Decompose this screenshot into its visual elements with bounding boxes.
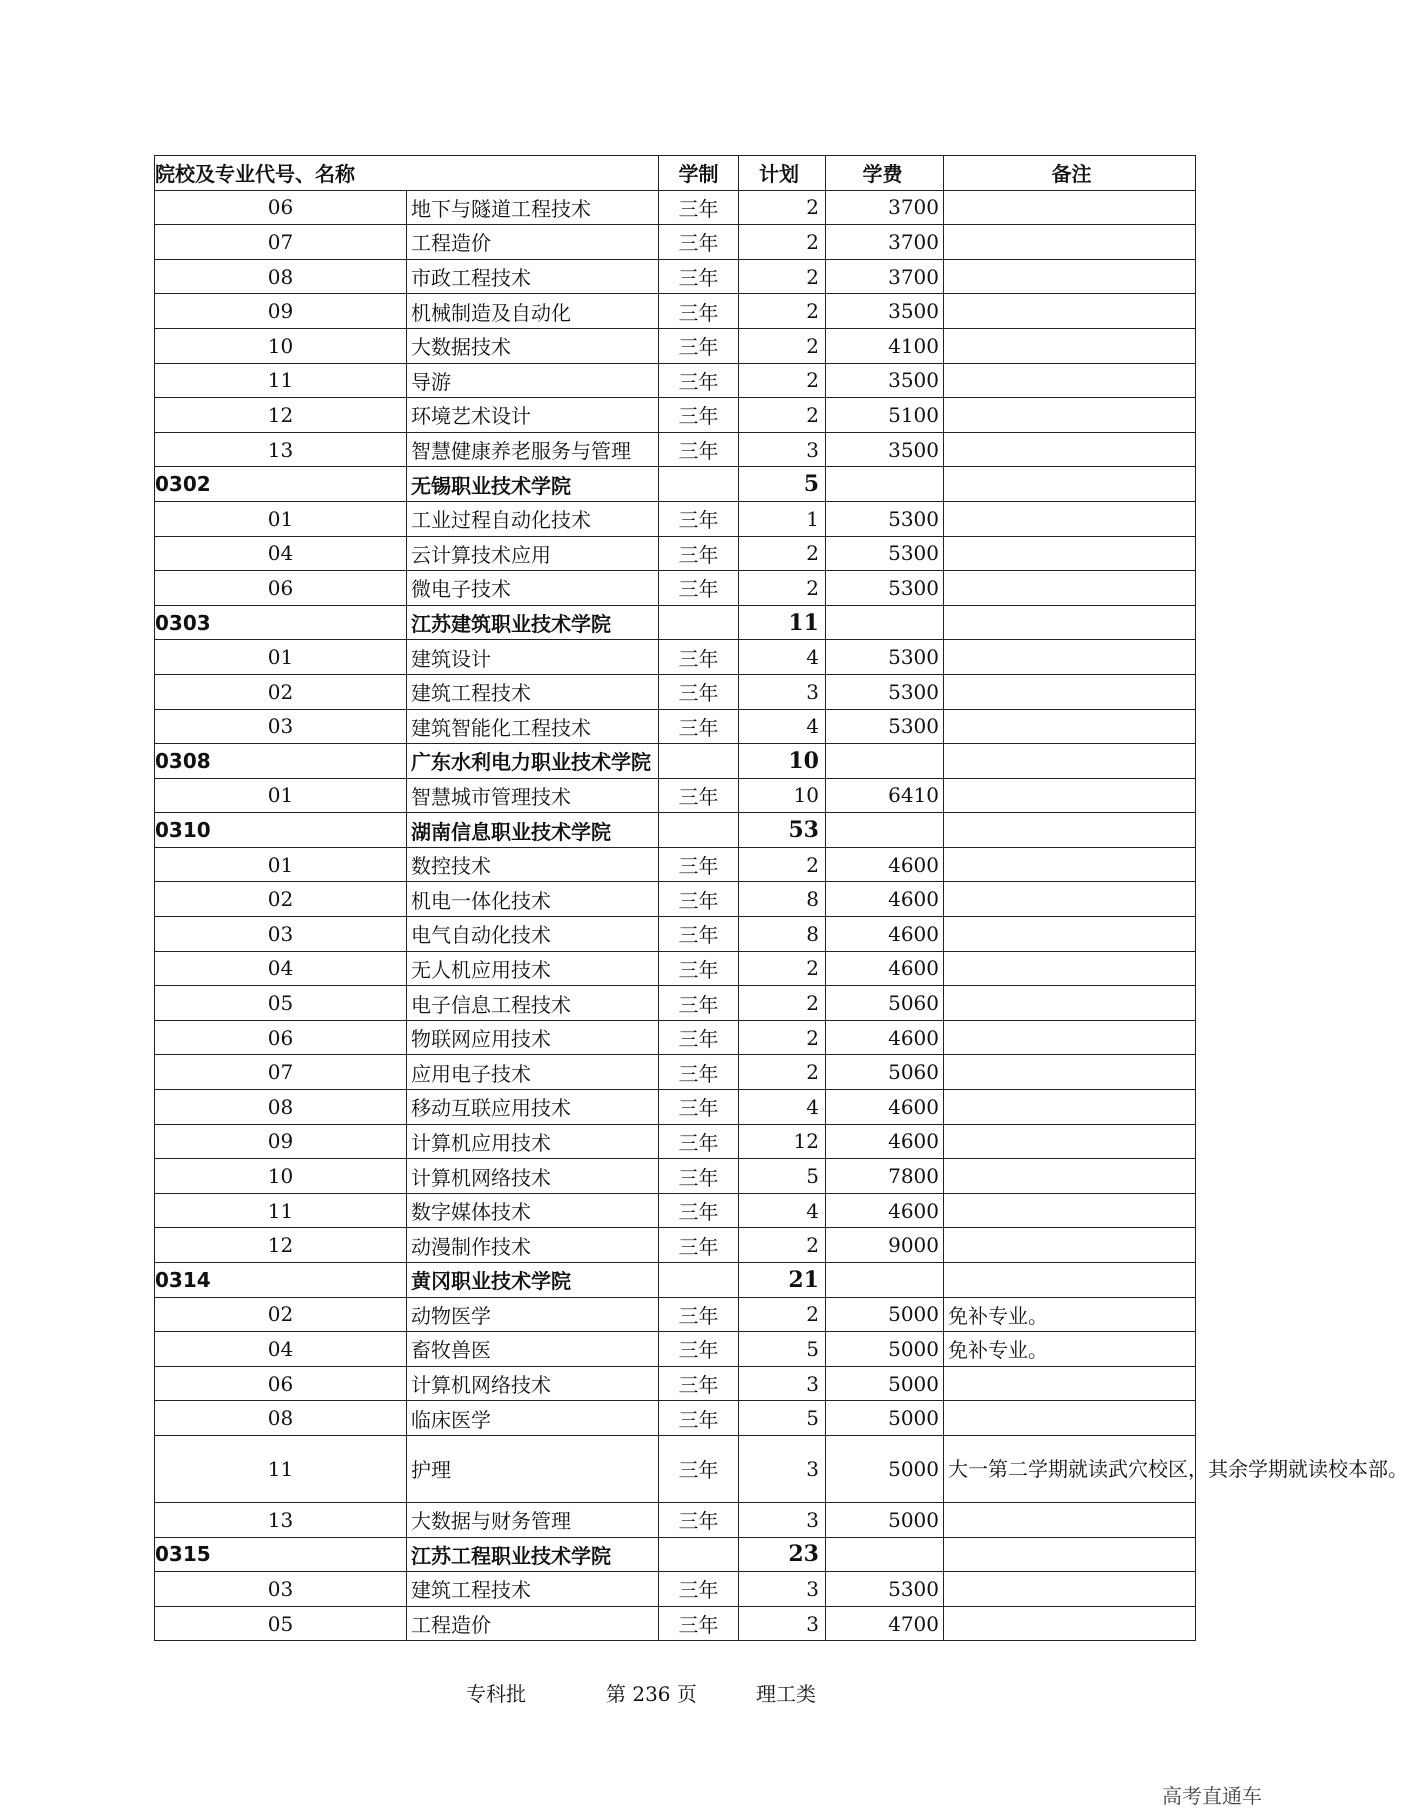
major-plan: 2 bbox=[739, 536, 826, 571]
major-system: 三年 bbox=[659, 778, 739, 813]
major-fee: 4100 bbox=[826, 328, 944, 363]
school-system bbox=[659, 1537, 739, 1572]
major-row bbox=[155, 190, 1196, 225]
school-fee bbox=[826, 467, 944, 502]
major-note bbox=[944, 571, 1196, 606]
major-system: 三年 bbox=[659, 640, 739, 675]
major-row bbox=[155, 571, 1196, 606]
school-fee bbox=[826, 605, 944, 640]
major-plan: 2 bbox=[739, 571, 826, 606]
major-row bbox=[155, 1159, 1196, 1194]
major-code: 06 bbox=[155, 571, 407, 606]
school-plan-total: 10 bbox=[739, 744, 826, 779]
major-fee: 4600 bbox=[826, 951, 944, 986]
major-fee: 4600 bbox=[826, 1090, 944, 1125]
major-plan: 2 bbox=[739, 986, 826, 1021]
major-plan: 3 bbox=[739, 674, 826, 709]
major-plan: 2 bbox=[739, 1020, 826, 1055]
major-note bbox=[944, 778, 1196, 813]
major-name: 建筑工程技术 bbox=[407, 1572, 659, 1607]
major-fee: 4600 bbox=[826, 847, 944, 882]
major-row bbox=[155, 1055, 1196, 1090]
major-system: 三年 bbox=[659, 536, 739, 571]
major-name: 计算机网络技术 bbox=[407, 1159, 659, 1194]
major-row bbox=[155, 398, 1196, 433]
major-plan: 10 bbox=[739, 778, 826, 813]
school-note bbox=[944, 813, 1196, 848]
major-system: 三年 bbox=[659, 1606, 739, 1641]
major-system: 三年 bbox=[659, 1435, 739, 1502]
major-system: 三年 bbox=[659, 1055, 739, 1090]
major-code: 11 bbox=[155, 363, 407, 398]
major-note bbox=[944, 1502, 1196, 1537]
major-name: 电子信息工程技术 bbox=[407, 986, 659, 1021]
major-fee: 5300 bbox=[826, 571, 944, 606]
major-note bbox=[944, 674, 1196, 709]
header-system: 学制 bbox=[659, 156, 739, 191]
school-row bbox=[155, 467, 1196, 502]
major-plan: 3 bbox=[739, 1606, 826, 1641]
major-name: 临床医学 bbox=[407, 1401, 659, 1436]
major-fee: 4600 bbox=[826, 882, 944, 917]
major-system: 三年 bbox=[659, 1297, 739, 1332]
school-fee bbox=[826, 744, 944, 779]
header-note: 备注 bbox=[944, 156, 1196, 191]
major-row bbox=[155, 294, 1196, 329]
major-row bbox=[155, 674, 1196, 709]
major-row bbox=[155, 1332, 1196, 1367]
school-plan-total: 5 bbox=[739, 467, 826, 502]
major-note bbox=[944, 328, 1196, 363]
major-plan: 3 bbox=[739, 1435, 826, 1502]
major-fee: 4600 bbox=[826, 1193, 944, 1228]
major-code: 01 bbox=[155, 501, 407, 536]
major-code: 13 bbox=[155, 432, 407, 467]
major-note bbox=[944, 259, 1196, 294]
major-note bbox=[944, 917, 1196, 952]
school-system bbox=[659, 605, 739, 640]
school-code: 0315 bbox=[155, 1537, 407, 1572]
school-system bbox=[659, 744, 739, 779]
footer-batch: 专科批 bbox=[466, 1682, 526, 1706]
major-code: 01 bbox=[155, 778, 407, 813]
major-name: 动物医学 bbox=[407, 1297, 659, 1332]
major-fee: 3500 bbox=[826, 432, 944, 467]
major-fee: 3500 bbox=[826, 294, 944, 329]
major-fee: 4700 bbox=[826, 1606, 944, 1641]
major-code: 12 bbox=[155, 1228, 407, 1263]
major-row bbox=[155, 951, 1196, 986]
major-note bbox=[944, 986, 1196, 1021]
major-code: 12 bbox=[155, 398, 407, 433]
major-code: 08 bbox=[155, 259, 407, 294]
major-note bbox=[944, 1228, 1196, 1263]
school-plan-total: 21 bbox=[739, 1263, 826, 1298]
major-system: 三年 bbox=[659, 1090, 739, 1125]
major-plan: 3 bbox=[739, 1366, 826, 1401]
major-code: 10 bbox=[155, 1159, 407, 1194]
major-name: 工程造价 bbox=[407, 225, 659, 260]
major-name: 应用电子技术 bbox=[407, 1055, 659, 1090]
major-code: 01 bbox=[155, 847, 407, 882]
watermark-text: 高考直通车 bbox=[1162, 1784, 1262, 1808]
major-row bbox=[155, 882, 1196, 917]
major-plan: 2 bbox=[739, 294, 826, 329]
major-name: 机械制造及自动化 bbox=[407, 294, 659, 329]
major-fee: 5100 bbox=[826, 398, 944, 433]
major-code: 01 bbox=[155, 640, 407, 675]
major-system: 三年 bbox=[659, 1193, 739, 1228]
major-plan: 2 bbox=[739, 951, 826, 986]
major-note bbox=[944, 640, 1196, 675]
major-row bbox=[155, 1297, 1196, 1332]
major-fee: 5300 bbox=[826, 1572, 944, 1607]
major-fee: 5000 bbox=[826, 1502, 944, 1537]
major-plan: 2 bbox=[739, 398, 826, 433]
major-row bbox=[155, 917, 1196, 952]
major-plan: 2 bbox=[739, 847, 826, 882]
major-fee: 3700 bbox=[826, 225, 944, 260]
major-note bbox=[944, 1606, 1196, 1641]
major-name: 计算机应用技术 bbox=[407, 1124, 659, 1159]
major-fee: 5000 bbox=[826, 1332, 944, 1367]
major-name: 建筑设计 bbox=[407, 640, 659, 675]
school-fee bbox=[826, 1263, 944, 1298]
school-name: 广东水利电力职业技术学院 bbox=[407, 744, 659, 779]
major-system: 三年 bbox=[659, 571, 739, 606]
school-code: 0308 bbox=[155, 744, 407, 779]
major-name: 移动互联应用技术 bbox=[407, 1090, 659, 1125]
major-fee: 5300 bbox=[826, 640, 944, 675]
school-row bbox=[155, 1263, 1196, 1298]
major-note bbox=[944, 398, 1196, 433]
school-row bbox=[155, 1537, 1196, 1572]
major-note bbox=[944, 1020, 1196, 1055]
major-note bbox=[944, 1401, 1196, 1436]
major-name: 地下与隧道工程技术 bbox=[407, 190, 659, 225]
major-name: 环境艺术设计 bbox=[407, 398, 659, 433]
major-plan: 1 bbox=[739, 501, 826, 536]
major-fee: 5300 bbox=[826, 536, 944, 571]
school-row bbox=[155, 605, 1196, 640]
major-name: 导游 bbox=[407, 363, 659, 398]
major-fee: 5000 bbox=[826, 1366, 944, 1401]
major-row bbox=[155, 363, 1196, 398]
major-row bbox=[155, 501, 1196, 536]
major-row bbox=[155, 1228, 1196, 1263]
major-fee: 5300 bbox=[826, 674, 944, 709]
major-name: 工业过程自动化技术 bbox=[407, 501, 659, 536]
school-note bbox=[944, 605, 1196, 640]
major-fee: 4600 bbox=[826, 1124, 944, 1159]
major-name: 数字媒体技术 bbox=[407, 1193, 659, 1228]
major-note bbox=[944, 294, 1196, 329]
school-row bbox=[155, 744, 1196, 779]
major-code: 04 bbox=[155, 951, 407, 986]
major-row bbox=[155, 847, 1196, 882]
school-code: 0302 bbox=[155, 467, 407, 502]
footer-page-number: 第 236 页 bbox=[606, 1682, 697, 1706]
major-plan: 2 bbox=[739, 1297, 826, 1332]
major-row bbox=[155, 709, 1196, 744]
major-fee: 4600 bbox=[826, 1020, 944, 1055]
school-name: 黄冈职业技术学院 bbox=[407, 1263, 659, 1298]
major-name: 电气自动化技术 bbox=[407, 917, 659, 952]
school-fee bbox=[826, 1537, 944, 1572]
school-note bbox=[944, 1537, 1196, 1572]
major-note bbox=[944, 1366, 1196, 1401]
major-name: 计算机网络技术 bbox=[407, 1366, 659, 1401]
major-name: 云计算技术应用 bbox=[407, 536, 659, 571]
major-name: 物联网应用技术 bbox=[407, 1020, 659, 1055]
major-plan: 2 bbox=[739, 190, 826, 225]
major-plan: 3 bbox=[739, 432, 826, 467]
major-system: 三年 bbox=[659, 882, 739, 917]
major-code: 11 bbox=[155, 1435, 407, 1502]
major-note: 大一第二学期就读武穴校区，其余学期就读校本部。 bbox=[944, 1435, 1196, 1502]
school-code: 0314 bbox=[155, 1263, 407, 1298]
major-code: 04 bbox=[155, 536, 407, 571]
major-fee: 5000 bbox=[826, 1435, 944, 1502]
major-plan: 8 bbox=[739, 882, 826, 917]
major-row bbox=[155, 778, 1196, 813]
major-system: 三年 bbox=[659, 847, 739, 882]
major-system: 三年 bbox=[659, 951, 739, 986]
major-row bbox=[155, 1020, 1196, 1055]
major-system: 三年 bbox=[659, 1502, 739, 1537]
major-fee: 4600 bbox=[826, 917, 944, 952]
major-note bbox=[944, 1055, 1196, 1090]
major-code: 07 bbox=[155, 225, 407, 260]
major-system: 三年 bbox=[659, 1020, 739, 1055]
major-code: 13 bbox=[155, 1502, 407, 1537]
major-code: 09 bbox=[155, 294, 407, 329]
major-system: 三年 bbox=[659, 917, 739, 952]
major-plan: 5 bbox=[739, 1401, 826, 1436]
header-plan: 计划 bbox=[739, 156, 826, 191]
major-row bbox=[155, 328, 1196, 363]
school-plan-total: 23 bbox=[739, 1537, 826, 1572]
major-plan: 4 bbox=[739, 1193, 826, 1228]
major-code: 11 bbox=[155, 1193, 407, 1228]
major-plan: 2 bbox=[739, 1055, 826, 1090]
major-fee: 6410 bbox=[826, 778, 944, 813]
major-code: 03 bbox=[155, 709, 407, 744]
major-system: 三年 bbox=[659, 190, 739, 225]
major-name: 大数据与财务管理 bbox=[407, 1502, 659, 1537]
major-system: 三年 bbox=[659, 986, 739, 1021]
major-row bbox=[155, 432, 1196, 467]
major-row bbox=[155, 1193, 1196, 1228]
major-name: 数控技术 bbox=[407, 847, 659, 882]
major-fee: 3500 bbox=[826, 363, 944, 398]
major-note bbox=[944, 225, 1196, 260]
major-code: 05 bbox=[155, 1606, 407, 1641]
major-row bbox=[155, 1366, 1196, 1401]
school-name: 湖南信息职业技术学院 bbox=[407, 813, 659, 848]
major-code: 05 bbox=[155, 986, 407, 1021]
school-system bbox=[659, 813, 739, 848]
major-note bbox=[944, 432, 1196, 467]
major-note bbox=[944, 1193, 1196, 1228]
school-note bbox=[944, 744, 1196, 779]
table-header-row bbox=[155, 156, 1196, 191]
major-fee: 5000 bbox=[826, 1297, 944, 1332]
major-note: 免补专业。 bbox=[944, 1332, 1196, 1367]
admission-plan-table bbox=[154, 155, 1408, 1641]
major-note bbox=[944, 190, 1196, 225]
major-plan: 2 bbox=[739, 363, 826, 398]
major-note bbox=[944, 1124, 1196, 1159]
major-note bbox=[944, 1159, 1196, 1194]
major-plan: 8 bbox=[739, 917, 826, 952]
major-code: 03 bbox=[155, 1572, 407, 1607]
major-code: 08 bbox=[155, 1401, 407, 1436]
school-fee bbox=[826, 813, 944, 848]
major-plan: 2 bbox=[739, 225, 826, 260]
major-fee: 9000 bbox=[826, 1228, 944, 1263]
school-plan-total: 11 bbox=[739, 605, 826, 640]
school-name: 江苏工程职业技术学院 bbox=[407, 1537, 659, 1572]
major-plan: 3 bbox=[739, 1572, 826, 1607]
major-plan: 4 bbox=[739, 640, 826, 675]
major-system: 三年 bbox=[659, 1332, 739, 1367]
major-code: 02 bbox=[155, 1297, 407, 1332]
major-name: 智慧健康养老服务与管理 bbox=[407, 432, 659, 467]
major-row bbox=[155, 1502, 1196, 1537]
major-name: 大数据技术 bbox=[407, 328, 659, 363]
major-system: 三年 bbox=[659, 259, 739, 294]
school-system bbox=[659, 1263, 739, 1298]
major-plan: 4 bbox=[739, 1090, 826, 1125]
major-note: 免补专业。 bbox=[944, 1297, 1196, 1332]
major-name: 市政工程技术 bbox=[407, 259, 659, 294]
school-name: 江苏建筑职业技术学院 bbox=[407, 605, 659, 640]
major-name: 工程造价 bbox=[407, 1606, 659, 1641]
major-plan: 2 bbox=[739, 1228, 826, 1263]
major-fee: 7800 bbox=[826, 1159, 944, 1194]
major-system: 三年 bbox=[659, 225, 739, 260]
major-code: 10 bbox=[155, 328, 407, 363]
school-note bbox=[944, 1263, 1196, 1298]
major-row bbox=[155, 1606, 1196, 1641]
major-name: 智慧城市管理技术 bbox=[407, 778, 659, 813]
major-system: 三年 bbox=[659, 1124, 739, 1159]
major-note bbox=[944, 536, 1196, 571]
major-row bbox=[155, 259, 1196, 294]
major-code: 04 bbox=[155, 1332, 407, 1367]
major-code: 09 bbox=[155, 1124, 407, 1159]
major-fee: 3700 bbox=[826, 259, 944, 294]
school-row bbox=[155, 813, 1196, 848]
major-row bbox=[155, 986, 1196, 1021]
major-row bbox=[155, 225, 1196, 260]
major-row bbox=[155, 1401, 1196, 1436]
major-note bbox=[944, 501, 1196, 536]
major-plan: 4 bbox=[739, 709, 826, 744]
major-system: 三年 bbox=[659, 709, 739, 744]
footer-category: 理工类 bbox=[756, 1682, 816, 1706]
major-name: 机电一体化技术 bbox=[407, 882, 659, 917]
major-name: 建筑工程技术 bbox=[407, 674, 659, 709]
major-name: 无人机应用技术 bbox=[407, 951, 659, 986]
major-plan: 2 bbox=[739, 328, 826, 363]
major-fee: 5060 bbox=[826, 1055, 944, 1090]
major-note bbox=[944, 363, 1196, 398]
major-code: 07 bbox=[155, 1055, 407, 1090]
major-row bbox=[155, 1435, 1196, 1502]
major-system: 三年 bbox=[659, 1228, 739, 1263]
major-system: 三年 bbox=[659, 432, 739, 467]
major-fee: 3700 bbox=[826, 190, 944, 225]
school-code: 0303 bbox=[155, 605, 407, 640]
major-fee: 5060 bbox=[826, 986, 944, 1021]
major-system: 三年 bbox=[659, 501, 739, 536]
major-note bbox=[944, 847, 1196, 882]
major-system: 三年 bbox=[659, 1159, 739, 1194]
major-name: 护理 bbox=[407, 1435, 659, 1502]
major-note bbox=[944, 1572, 1196, 1607]
header-fee: 学费 bbox=[826, 156, 944, 191]
school-code: 0310 bbox=[155, 813, 407, 848]
major-name: 建筑智能化工程技术 bbox=[407, 709, 659, 744]
school-note bbox=[944, 467, 1196, 502]
major-name: 微电子技术 bbox=[407, 571, 659, 606]
major-plan: 3 bbox=[739, 1502, 826, 1537]
major-note bbox=[944, 882, 1196, 917]
major-code: 06 bbox=[155, 1366, 407, 1401]
major-code: 03 bbox=[155, 917, 407, 952]
major-row bbox=[155, 1090, 1196, 1125]
major-system: 三年 bbox=[659, 294, 739, 329]
major-system: 三年 bbox=[659, 1572, 739, 1607]
major-fee: 5300 bbox=[826, 709, 944, 744]
major-system: 三年 bbox=[659, 674, 739, 709]
major-note bbox=[944, 951, 1196, 986]
major-code: 06 bbox=[155, 190, 407, 225]
major-row bbox=[155, 1572, 1196, 1607]
major-system: 三年 bbox=[659, 1401, 739, 1436]
major-fee: 5300 bbox=[826, 501, 944, 536]
school-name: 无锡职业技术学院 bbox=[407, 467, 659, 502]
header-name: 院校及专业代号、名称 bbox=[155, 156, 659, 191]
major-plan: 5 bbox=[739, 1332, 826, 1367]
major-system: 三年 bbox=[659, 1366, 739, 1401]
major-name: 动漫制作技术 bbox=[407, 1228, 659, 1263]
school-plan-total: 53 bbox=[739, 813, 826, 848]
major-code: 02 bbox=[155, 674, 407, 709]
school-system bbox=[659, 467, 739, 502]
major-plan: 5 bbox=[739, 1159, 826, 1194]
major-note bbox=[944, 709, 1196, 744]
major-code: 06 bbox=[155, 1020, 407, 1055]
major-plan: 2 bbox=[739, 259, 826, 294]
major-plan: 12 bbox=[739, 1124, 826, 1159]
major-note bbox=[944, 1090, 1196, 1125]
major-name: 畜牧兽医 bbox=[407, 1332, 659, 1367]
major-fee: 5000 bbox=[826, 1401, 944, 1436]
major-row bbox=[155, 640, 1196, 675]
major-system: 三年 bbox=[659, 363, 739, 398]
major-row bbox=[155, 536, 1196, 571]
major-code: 02 bbox=[155, 882, 407, 917]
major-row bbox=[155, 1124, 1196, 1159]
major-system: 三年 bbox=[659, 328, 739, 363]
major-code: 08 bbox=[155, 1090, 407, 1125]
major-system: 三年 bbox=[659, 398, 739, 433]
